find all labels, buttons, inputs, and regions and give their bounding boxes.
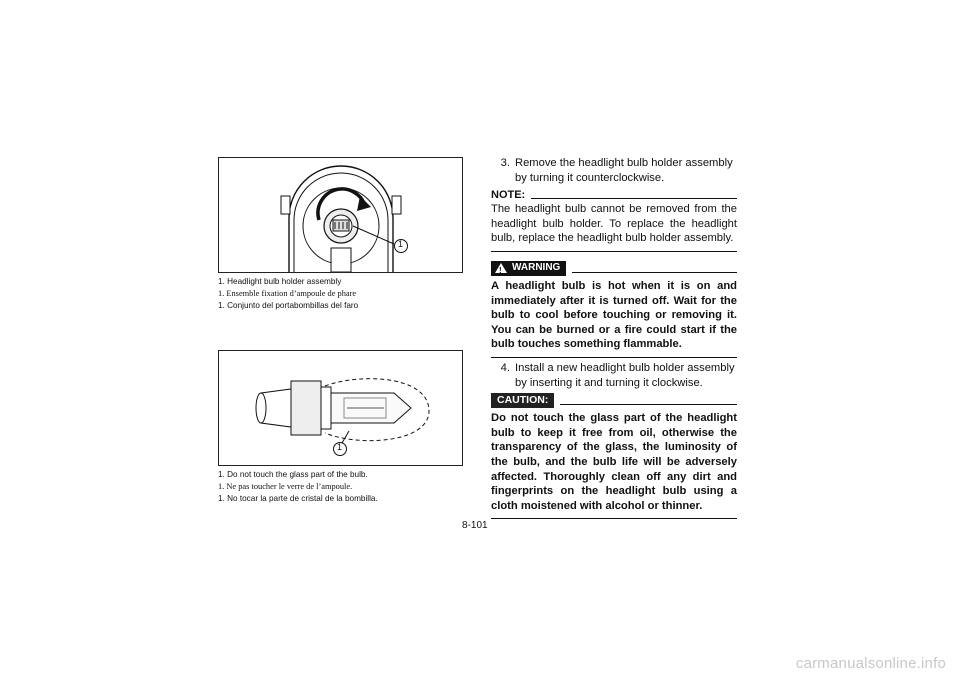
warning-header bbox=[491, 260, 737, 276]
warning-triangle-icon bbox=[495, 263, 507, 273]
note-rule bbox=[531, 198, 737, 199]
warning-rule bbox=[572, 272, 737, 273]
step-number: 3. bbox=[500, 157, 510, 169]
caption-en: 1. Headlight bulb holder assembly bbox=[218, 277, 342, 286]
headlight-housing-illustration bbox=[219, 158, 462, 272]
caution-rule bbox=[560, 404, 737, 405]
step-text: Install a new headlight bulb holder assembly by inserting it and turning it clockwise. bbox=[515, 361, 735, 389]
note-end-rule bbox=[491, 251, 737, 252]
instructions-column bbox=[491, 156, 737, 519]
figure1-caption bbox=[218, 276, 468, 312]
caption-es: 1. No tocar la parte de cristal de la bombilla. bbox=[218, 494, 378, 503]
figure1-callout: 1 bbox=[398, 239, 404, 249]
warning-badge bbox=[491, 261, 566, 276]
note-label: NOTE: bbox=[491, 188, 526, 201]
note-text: The headlight bulb cannot be removed from the headlight bulb holder. To replace the headlight bulb, replace the headlight bulb holder assembly. bbox=[491, 203, 737, 245]
caution-end-rule bbox=[491, 518, 737, 519]
figure2-callout: 1 bbox=[337, 442, 343, 452]
watermark: carmanualsonline.info bbox=[795, 655, 946, 672]
caption-en: 1. Do not touch the glass part of the bulb. bbox=[218, 470, 368, 479]
caution-text: Do not touch the glass part of the headlight bulb to keep it free from oil, otherwise the transparency of the glass, the luminosity of the bulb, and the bulb life will be adversely affected. Thoroughly clean off any dirt and fingerprints on the headlight bulb using a cloth moistened with alcohol or thinner. bbox=[491, 412, 737, 512]
warning-label: WARNING bbox=[512, 262, 561, 274]
step-number: 4. bbox=[500, 361, 510, 374]
page-number: 8-101 bbox=[462, 520, 488, 531]
step-4 bbox=[491, 361, 737, 390]
caption-es: 1. Conjunto del portabombillas del faro bbox=[218, 301, 359, 310]
step-text: Remove the headlight bulb holder assembly by turning it counterclockwise. bbox=[515, 157, 733, 184]
caption-fr: 1. Ne pas toucher le verre de l’ampoule. bbox=[218, 482, 353, 491]
figure-headlight-bulb bbox=[218, 350, 463, 466]
warning-end-rule bbox=[491, 357, 737, 358]
warning-text: A headlight bulb is hot when it is on and immediately after it is turned off. Wait for the bulb to cool before touching or removing it. You can be burned or a fire could start if the bulb touches something flammable. bbox=[491, 279, 737, 351]
figure-headlight-bulb-holder bbox=[218, 157, 463, 273]
figure2-caption bbox=[218, 469, 468, 505]
caution-header bbox=[491, 392, 737, 408]
caption-fr: 1. Ensemble fixation d’ampoule de phare bbox=[218, 289, 357, 298]
caution-label: CAUTION: bbox=[491, 393, 554, 408]
note-header bbox=[491, 187, 737, 202]
step-3 bbox=[491, 156, 737, 185]
